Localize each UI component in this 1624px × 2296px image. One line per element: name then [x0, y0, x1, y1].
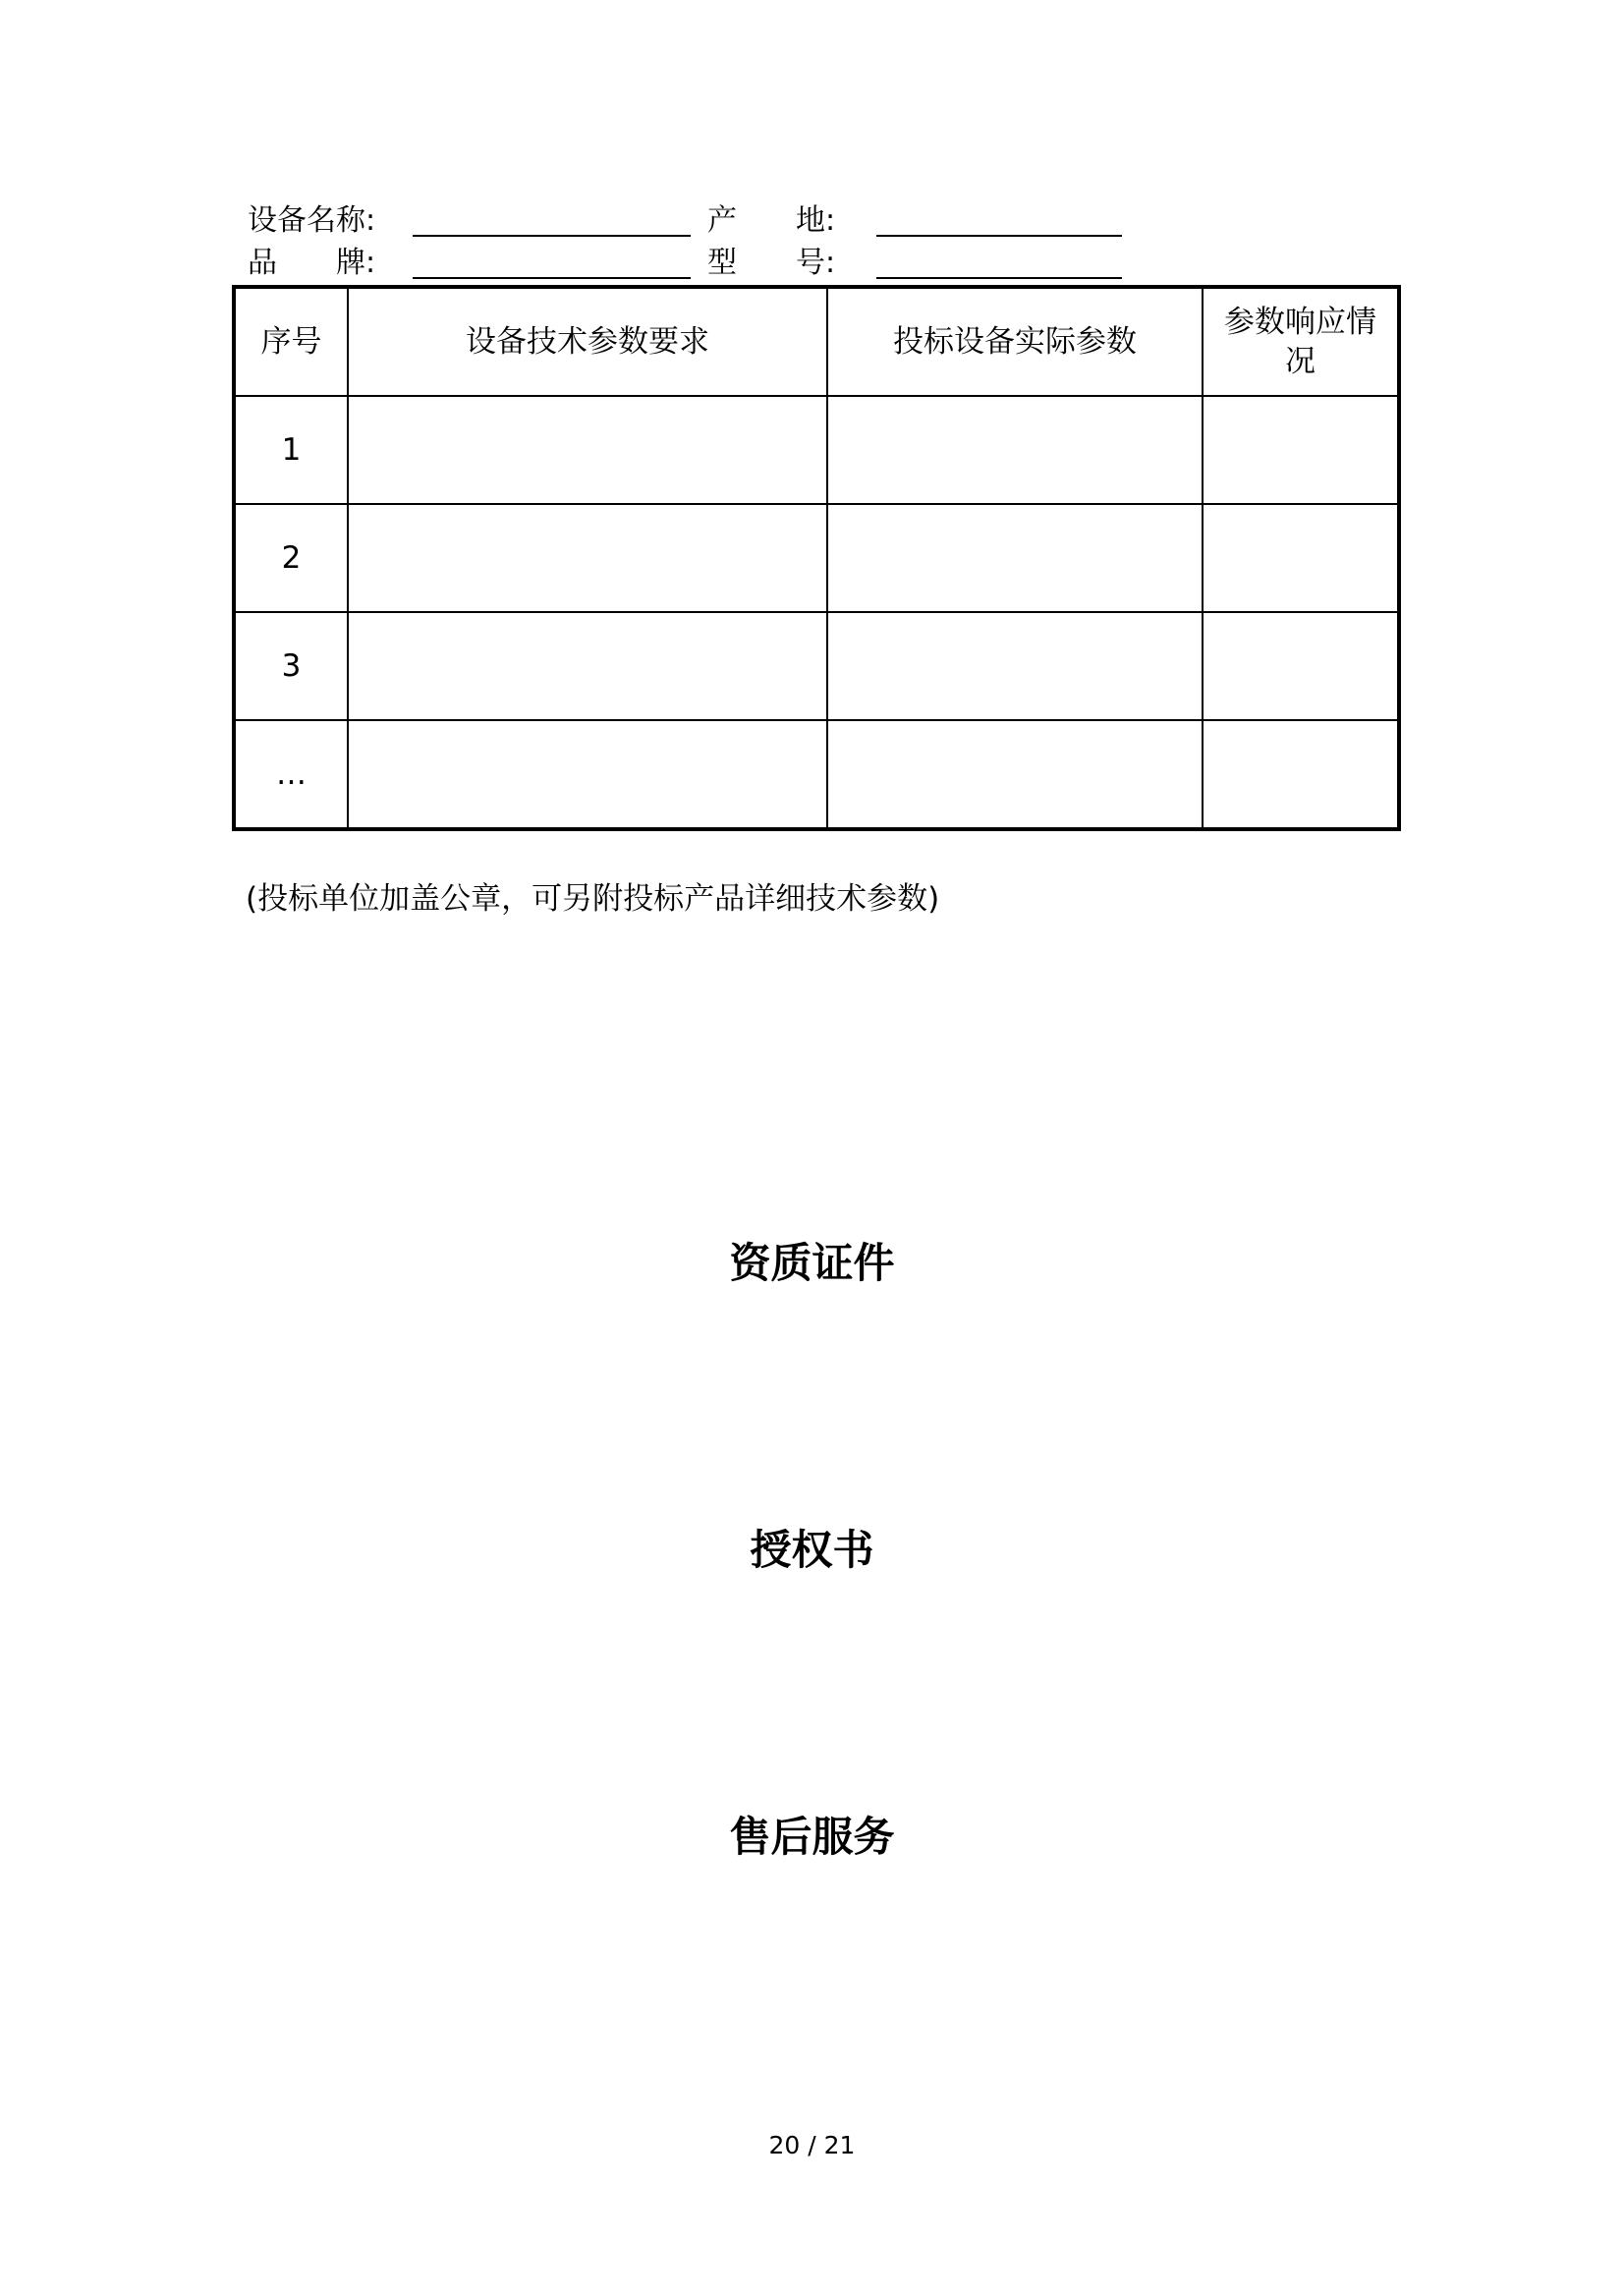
row-requirement-cell[interactable] — [348, 504, 827, 612]
section-title-qualification: 资质证件 — [729, 1239, 895, 1287]
table-row — [234, 396, 1399, 504]
row-index: 3 — [234, 612, 348, 720]
origin-label: 产 地: — [707, 203, 836, 238]
section-title-after-sales: 售后服务 — [729, 1813, 895, 1861]
table-row — [234, 504, 1399, 612]
device-name-label: 设备名称: — [248, 203, 376, 238]
row-requirement-cell[interactable] — [348, 612, 827, 720]
row-response-cell[interactable] — [1203, 396, 1399, 504]
row-index: … — [234, 720, 348, 829]
row-requirement-cell[interactable] — [348, 720, 827, 829]
device-name-field[interactable] — [413, 235, 691, 237]
model-field[interactable] — [876, 277, 1122, 279]
row-actual-cell[interactable] — [827, 720, 1203, 829]
row-actual-cell[interactable] — [827, 396, 1203, 504]
row-index: 2 — [234, 504, 348, 612]
row-response-cell[interactable] — [1203, 612, 1399, 720]
row-actual-cell[interactable] — [827, 504, 1203, 612]
header-index: 序号 — [234, 287, 348, 396]
origin-field[interactable] — [876, 235, 1122, 237]
header-response — [1203, 287, 1399, 396]
row-actual-cell[interactable] — [827, 612, 1203, 720]
header-response-text: 参数响应情况 — [1224, 305, 1376, 379]
section-title-authorization: 授权书 — [750, 1526, 874, 1574]
model-label: 型 号: — [707, 246, 836, 280]
table-header-row — [234, 287, 1399, 396]
table-row — [234, 612, 1399, 720]
table-row — [234, 720, 1399, 829]
row-index: 1 — [234, 396, 348, 504]
technical-parameters-table — [232, 285, 1401, 831]
brand-label: 品 牌: — [248, 246, 376, 280]
brand-field[interactable] — [413, 277, 691, 279]
row-response-cell[interactable] — [1203, 720, 1399, 829]
page-number: 20 / 21 — [768, 2131, 856, 2159]
row-requirement-cell[interactable] — [348, 396, 827, 504]
stamp-note: (投标单位加盖公章，可另附投标产品详细技术参数) — [246, 881, 940, 917]
header-requirement: 设备技术参数要求 — [348, 287, 827, 396]
row-response-cell[interactable] — [1203, 504, 1399, 612]
header-actual: 投标设备实际参数 — [827, 287, 1203, 396]
